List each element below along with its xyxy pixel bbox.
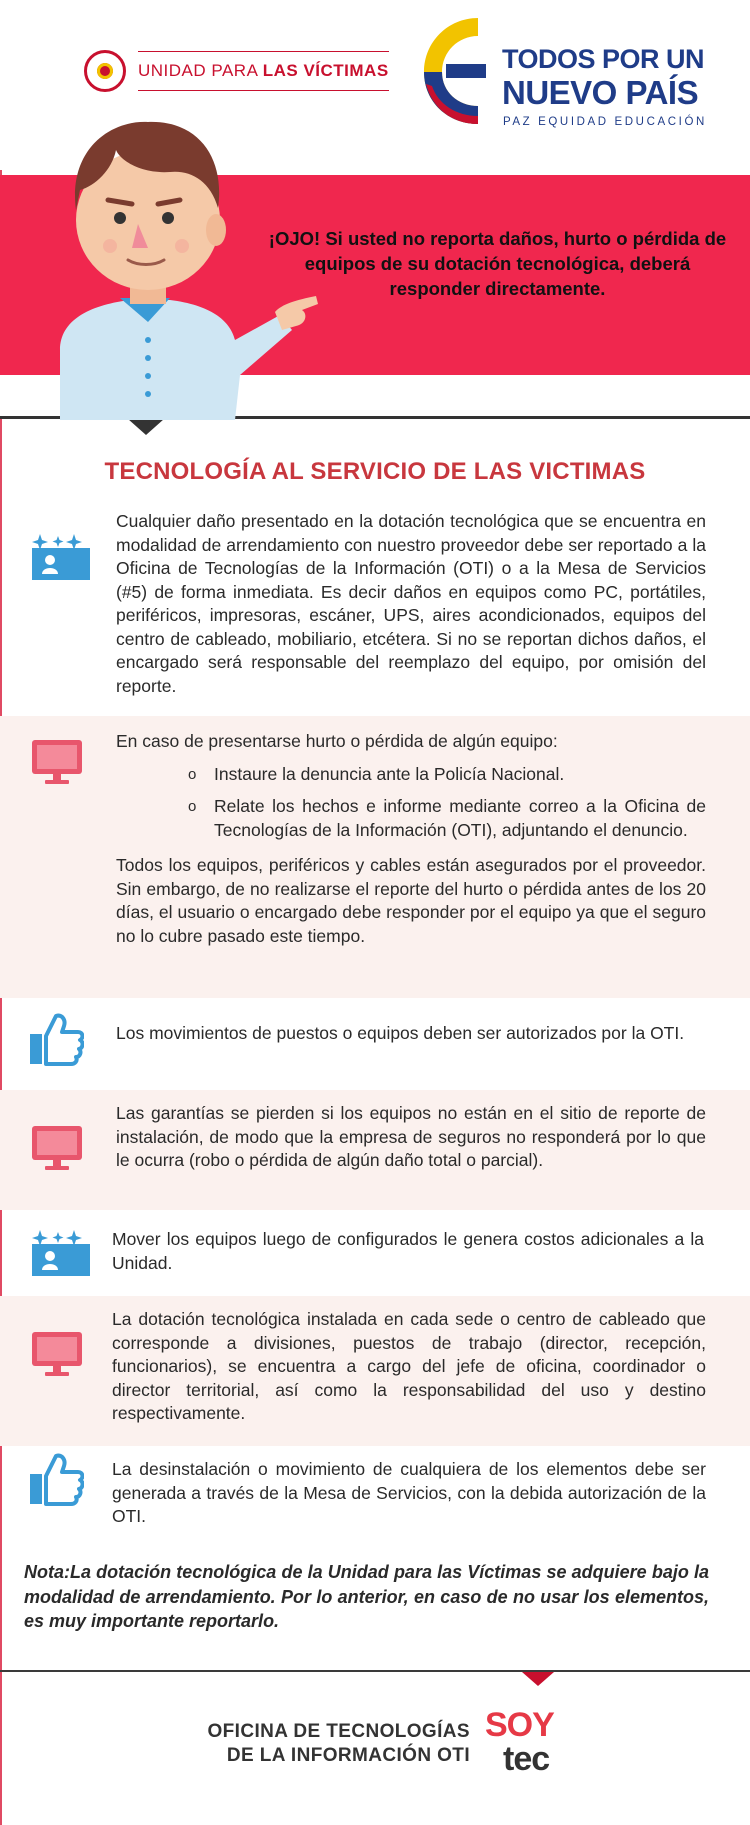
section-text-block (116, 730, 706, 948)
soytec-soy: SOY (485, 1706, 554, 1744)
soytec-logo (485, 1706, 575, 1786)
footer-divider (0, 1670, 750, 1672)
section-text: Las garantías se pierden si los equipos no están en el sitio de reporte de instalación, de modo que la empresa de seguros no responderá por lo que le ocurra (robo o pérdida de algún daño total o parcial). (116, 1103, 706, 1170)
list-item: o Relate los hechos e informe mediante correo a la Oficina de Tecnologías de la Información (OTI), adjuntando el denuncio. (116, 795, 706, 842)
gov-logo-line1: TODOS POR UN (502, 44, 705, 74)
unidad-victimas-logo (84, 50, 389, 92)
hero-pointer-arrow (128, 419, 164, 435)
section-text: La desinstalación o movimiento de cualquiera de los elementos debe ser generada a través de la Mesa de Servicios, con la debida autorización de la OTI. (112, 1459, 706, 1526)
info-section-theft-loss (0, 716, 750, 998)
thumbs-up-icon (28, 1012, 84, 1066)
info-section-uninstall (0, 1450, 750, 1550)
colombia-seal-icon (84, 50, 126, 92)
section-text: Mover los equipos luego de configurados le genera costos adicionales a la Unidad. (112, 1229, 704, 1273)
gov-logo-line2: NUEVO PAÍS (502, 74, 699, 111)
info-section-damage-report (0, 500, 750, 710)
info-section-responsibility (0, 1296, 750, 1446)
user-card-icon (30, 1228, 92, 1278)
monitor-icon (30, 1124, 84, 1172)
office-line1: OFICINA DE TECNOLOGÍAS (207, 1721, 470, 1742)
section-text: Los movimientos de puestos o equipos deben ser autorizados por la OTI. (116, 1023, 685, 1043)
section-outro: Todos los equipos, periféricos y cables están asegurados por el proveedor. Sin embargo, de no realizarse el reporte del hurto o pérdida antes de los 20 días, el usuario o encargado debe responder por el equipo ya que el seguro no lo cubre pasado este tiempo. (116, 855, 706, 946)
user-card-icon (30, 532, 92, 582)
gov-logo-tagline: PAZ EQUIDAD EDUCACIÓN (503, 116, 707, 128)
unidad-victimas-wordmark: UNIDAD PARA LAS VÍCTIMAS (138, 51, 389, 91)
section-intro: En caso de presentarse hurto o pérdida de algún equipo: (116, 731, 558, 751)
section-text: Cualquier daño presentado en la dotación tecnológica que se encuentra en modalidad de arrendamiento con nuestro proveedor debe ser reportado a la Oficina de Tecnologías de la Información (OTI) o a la Mesa de Servicios (#5) de forma inmediata. Es decir daños en equipos como PC, portátiles, periféricos, impresoras, escáner, UPS, aires acondicionados, equipos del centro de cableado, mobiliario, etcétera. Si no se reportan dichos daños, el encargado será responsable del reemplazo del equipo, por omisión del reporte. (116, 511, 706, 696)
footer-pointer-arrow (522, 1672, 554, 1686)
page-title: TECNOLOGÍA AL SERVICIO DE LAS VICTIMAS (104, 458, 646, 485)
footnote: Nota:La dotación tecnológica de la Unidad para las Víctimas se adquiere bajo la modalidad de arrendamiento. Por lo anterior, en caso de no usar los elementos, es muy importante reportarlo. (24, 1562, 709, 1631)
oti-office-name (200, 1720, 470, 1768)
todos-por-un-nuevo-pais-logo (418, 12, 718, 132)
info-section-warranty (0, 1090, 750, 1210)
alert-message: ¡OJO! Si usted no reporta daños, hurto o pérdida de equipos de su dotación tecnológica, deberá responder directamente. (268, 228, 727, 299)
monitor-icon (30, 1330, 84, 1378)
list-item: o Instaure la denuncia ante la Policía Nacional. (116, 763, 706, 787)
flag-e-icon (418, 12, 496, 130)
steps-list (116, 763, 706, 843)
monitor-icon (30, 738, 84, 786)
info-section-authorization (0, 1004, 750, 1084)
soytec-tec: tec (503, 1740, 550, 1778)
thumbs-up-icon (28, 1452, 84, 1506)
info-section-moving-costs (0, 1214, 750, 1292)
office-line2: DE LA INFORMACIÓN OTI (226, 1745, 470, 1766)
section-text: La dotación tecnológica instalada en cada sede o centro de cableado que corresponde a divisiones, puestos de trabajo (director, recepción, funcionarios), se encuentra a cargo del jefe de oficina, coordinador o director territorial, así como la responsabilidad del uso y destino respectivamente. (112, 1309, 706, 1423)
